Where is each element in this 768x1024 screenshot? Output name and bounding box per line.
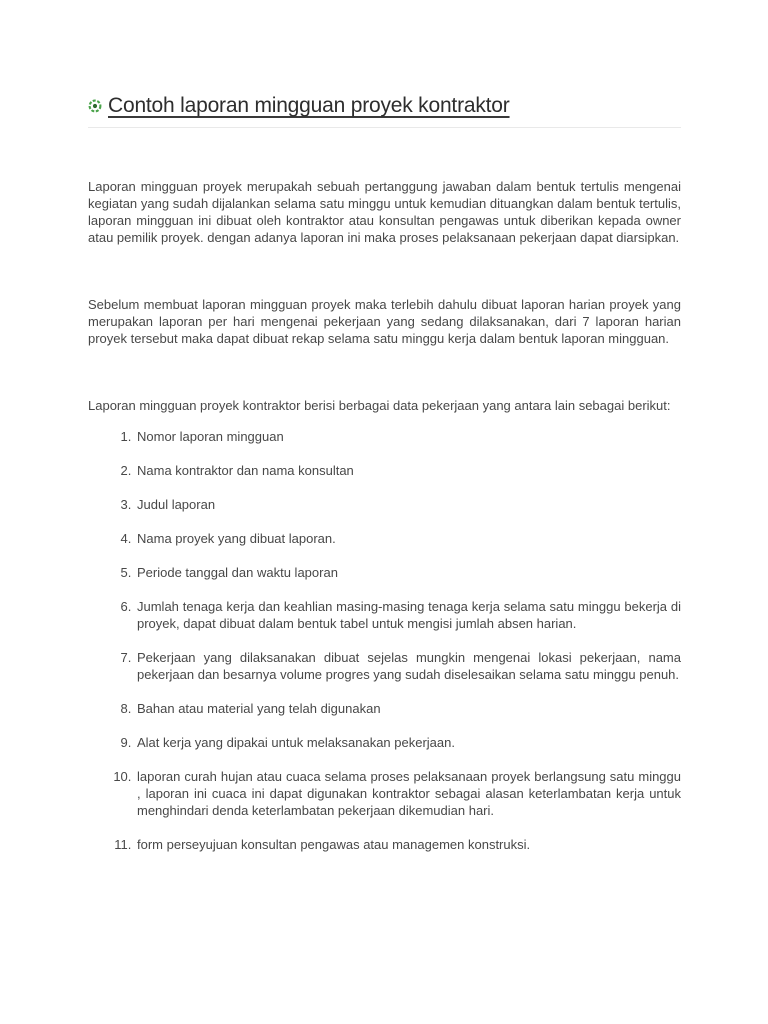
intro-paragraph-3: Laporan mingguan proyek kontraktor berisi berbagai data pekerjaan yang antara lain sebagai berikut: [88,398,671,413]
green-segmented-circle-icon [88,99,102,113]
list-item: 11. form perseyujuan konsultan pengawas atau managemen konstruksi. [135,836,681,853]
list-item: 1. Nomor laporan mingguan [135,428,681,445]
document-header [88,94,681,118]
list-item: 10. laporan curah hujan atau cuaca selama proses pelaksanaan proyek berlangsung satu minggu , laporan ini cuaca ini dapat digunakan kontraktor sebagai alasan keterlambatan kerja untuk menghindari denda keterlambatan pekerjaan dikemudian hari. [135,768,681,819]
intro-paragraph-1: Laporan mingguan proyek merupakah sebuah pertanggung jawaban dalam bentuk tertulis mengenai kegiatan yang sudah dijalankan selama satu minggu untuk kemudian dituangkan dalam bentuk tertulis, laporan mingguan ini dibuat oleh kontraktor atau konsultan pengawas untuk diberikan kepada owner atau pemilik proyek. dengan adanya laporan ini maka proses pelaksanaan pekerjaan dapat diarsipkan. [88,179,681,245]
list-item: 5. Periode tanggal dan waktu laporan [135,564,681,581]
document-title[interactable]: Contoh laporan mingguan proyek kontraktor [108,94,510,117]
list-item: 8. Bahan atau material yang telah digunakan [135,700,681,717]
title-divider [88,127,681,128]
list-item: 3. Judul laporan [135,496,681,513]
list-item: 6. Jumlah tenaga kerja dan keahlian masing-masing tenaga kerja selama satu minggu bekerja di proyek, dapat dibuat dalam bentuk tabel untuk mengisi jumlah absen harian. [135,598,681,632]
list-item: 4. Nama proyek yang dibuat laporan. [135,530,681,547]
list-item: 9. Alat kerja yang dipakai untuk melaksanakan pekerjaan. [135,734,681,751]
list-item: 7. Pekerjaan yang dilaksanakan dibuat sejelas mungkin mengenai lokasi pekerjaan, nama pekerjaan dan besarnya volume progres yang sudah diselesaikan selama satu minggu penuh. [135,649,681,683]
report-items-list [88,428,681,853]
list-item: 2. Nama kontraktor dan nama konsultan [135,462,681,479]
intro-paragraph-2: Sebelum membuat laporan mingguan proyek maka terlebih dahulu dibuat laporan harian proyek yang merupakan laporan per hari mengenai pekerjaan yang sedang dilaksanakan, dari 7 laporan harian proyek tersebut maka dapat dibuat rekap selama satu minggu kerja dalam bentuk laporan mingguan. [88,297,681,346]
